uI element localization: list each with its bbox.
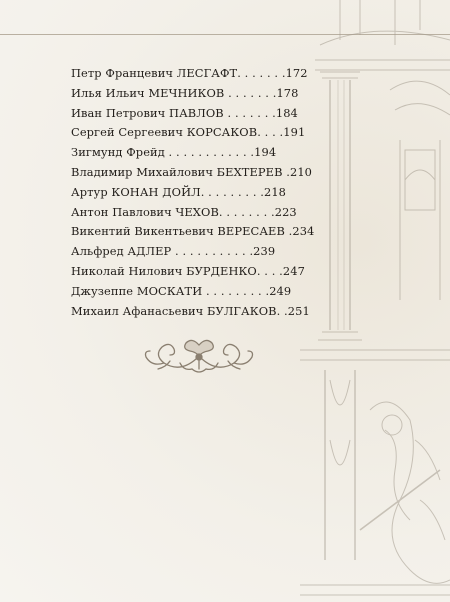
engraving-background-illustration <box>300 0 450 602</box>
toc-entry-burdenko: Николай Нилович БУРДЕНКО. . . .247 <box>71 263 305 278</box>
toc-entry-pavlov: Иван Петрович ПАВЛОВ . . . . . . .184 <box>71 105 298 120</box>
toc-entry-bekhterev: Владимир Михайлович БЕХТЕРЕВ .210 <box>71 164 313 179</box>
toc-entry-freud: Зигмунд Фрейд . . . . . . . . . . . .194 <box>71 145 277 160</box>
toc-entry-chekhov: Антон Павлович ЧЕХОВ. . . . . . . .223 <box>71 204 297 219</box>
toc-entry-bulgakov: Михаил Афанасьевич БУЛГАКОВ. .251 <box>71 303 310 318</box>
toc-entry-lesgaft: Петр Францевич ЛЕСГАФТ. . . . . . .172 <box>71 66 308 80</box>
decorative-flourish-ornament <box>140 333 258 379</box>
toc-entry-moscati: Джузеппе МОСКАТИ . . . . . . . . .249 <box>71 283 292 298</box>
toc-entry-mechnikov: Илья Ильич МЕЧНИКОВ . . . . . . .178 <box>71 85 299 100</box>
toc-entry-conan-doyle: Артур КОНАН ДОЙЛ. . . . . . . . .218 <box>71 184 287 199</box>
toc-entry-korsakov: Сергей Сергеевич КОРСАКОВ. . . .191 <box>71 125 306 140</box>
toc-entry-veresaev: Викентий Викентьевич ВЕРЕСАЕВ .234 <box>71 224 315 239</box>
table-of-contents <box>71 64 321 321</box>
toc-entry-adler: Альфред АДЛЕР . . . . . . . . . . .239 <box>71 244 276 259</box>
